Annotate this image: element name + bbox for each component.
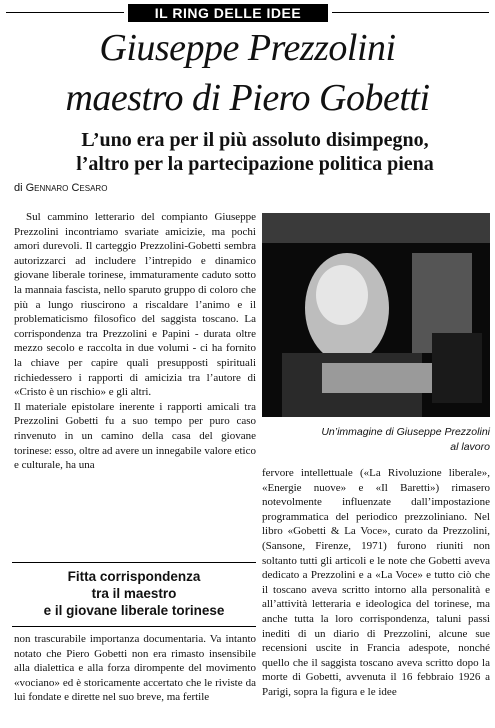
header-rule-left bbox=[6, 12, 124, 13]
box-heading-line-3: e il giovane liberale torinese bbox=[43, 603, 225, 618]
article-paragraph: Il materiale epistolare inerente i rapporti amicali tra Prezzolini Gobetti fu a suo tempo per puro caso rinvenuto in un camino della casa del giovane torinese: esso, oltre ad avere un innegabile valore etico e culturale, ha una bbox=[14, 400, 256, 472]
photo-caption-line-1: Un’immagine di Giuseppe Prezzolini bbox=[321, 426, 490, 438]
box-heading-line-1: Fitta corrispondenza bbox=[67, 569, 201, 584]
box-rule-bottom bbox=[12, 626, 256, 627]
article-paragraph: non trascurabile importanza documentaria. Va intanto notato che Piero Gobetti non era rimasto insensibile alla dialettica e alla forza dirompente del movimento «vociano» ed è storicamente accertato che le riviste da lui fondate e dirette nel suo breve, ma fertile bbox=[14, 633, 256, 704]
section-header: IL RING DELLE IDEE bbox=[128, 4, 328, 22]
article-paragraph: fervore intellettuale («La Rivoluzione liberale», «Energie nuove» e «Il Baretti») rimasero notevolmente influenzate dall’impostazione programmatica del periodico prezzoliniano. Nel libro «Gobetti & La Voce», curato da Prezzolini, (Sansone, Firenze, 1971) furono riuniti non soltanto tutti gli articoli e le note che Gobetti aveva dedicato a Prezzolini e a «La Voce» e tutto ciò che il toscano aveva scritto intorno alla personalità e all’attività letteraria e ideologica del torinese, ma anche tutta la loro corrispondenza, taluni passi inediti di un diario di Prezzolini, alcune sue recensioni uscite in Francia adespote, nonché quello che il saggista toscano aveva scritto dopo la morte di Gobetti, avvenuta il 16 febbraio 1926 a Parigi, sopra la figura e le idee bbox=[262, 467, 490, 698]
subheadline-line-1: L’uno era per il più assoluto disimpegno, bbox=[81, 129, 429, 151]
photo-caption-line-2: al lavoro bbox=[450, 441, 490, 453]
byline-prefix: di bbox=[14, 182, 23, 194]
article-column-left-top bbox=[14, 210, 256, 473]
headline-line-2: maestro di Piero Gobetti bbox=[65, 77, 430, 119]
article-paragraph: Sul cammino letterario del compianto Giuseppe Prezzolini incontriamo svariate amicizie, ma pochi amori durevoli. Il carteggio Prezzolini-Gobetti sembra autorizzarci ad includere l’intrepido e dinamico giovane liberale torinese, immaturamente caduto sotto la mannaia fascista, nello sparuto gruppo di coloro che più a lungo riuscirono a riscaldare l’animo e il problematicismo filosofico del saggista toscano. La corrispondenza tra Prezzolini e Papini - durata oltre mezzo secolo e raccolta in due volumi - ci ha fornito la chiave per capire quali presupposti spirituali richiedessero i rapporti di amicizia tra l’autore di «Cristo è un rischio» e gli altri. bbox=[14, 211, 256, 399]
box-heading-line-2: tra il maestro bbox=[91, 586, 177, 601]
photo-caption bbox=[262, 425, 490, 455]
box-heading bbox=[12, 568, 256, 619]
headline-line-1: Giuseppe Prezzolini bbox=[99, 27, 396, 69]
subheadline bbox=[20, 128, 490, 176]
box-rule-top bbox=[12, 562, 256, 563]
article-column-left-bottom bbox=[14, 632, 256, 705]
subheadline-line-2: l’altro per la partecipazione politica piena bbox=[76, 153, 434, 175]
photo-prezzolini bbox=[262, 213, 490, 417]
byline-author: Gennaro Cesaro bbox=[25, 182, 108, 194]
header-rule-right bbox=[332, 12, 489, 13]
article-column-right bbox=[262, 466, 490, 700]
byline bbox=[14, 182, 107, 194]
